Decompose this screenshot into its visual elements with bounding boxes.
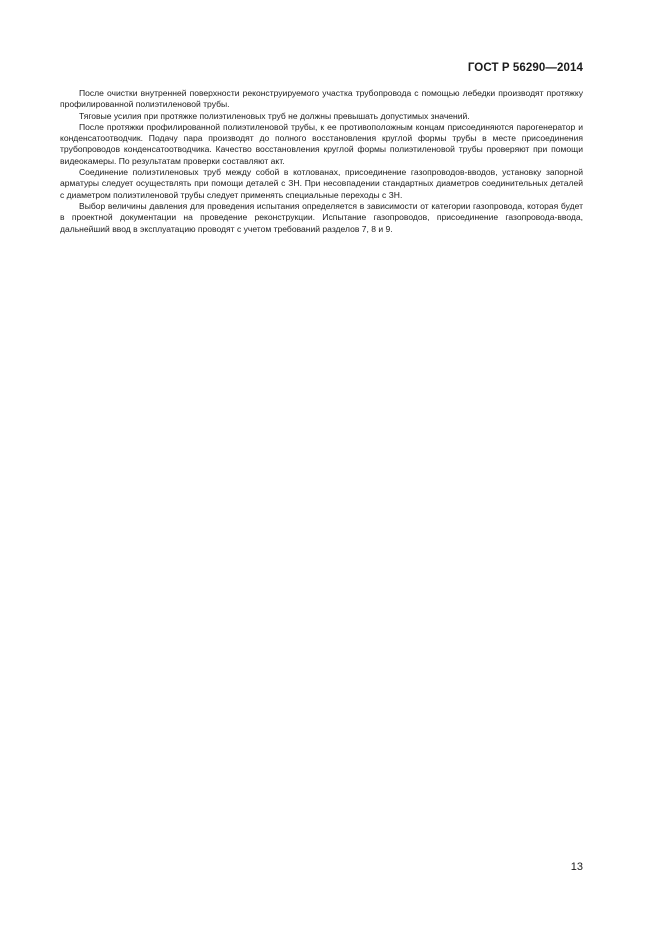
paragraph-pipe-pulling: После очистки внутренней поверхности реконструируемого участка трубопровода с помощью лебедки производят протяжку профилированной полиэтиленовой трубы. [60, 88, 583, 110]
document-body [60, 88, 583, 235]
paragraph-pipe-connection: Соединение полиэтиленовых труб между собой в котлованах, присоединение газопроводов-вводов, установку запорной арматуры следует осуществлять при помощи деталей с ЗН. При несовпадении стандартных диаметров соединительных деталей с диаметром полиэтиленовой трубы следует применять специальные переходы с ЗН. [60, 167, 583, 200]
paragraph-traction-forces: Тяговые усилия при протяжке полиэтиленовых труб не должны превышать допустимых значений. [79, 110, 470, 121]
paragraph-pressure-testing: Выбор величины давления для проведения испытания определяется в зависимости от категории газопровода, которая будет в проектной документации на проведение реконструкции. Испытание газопроводов, присоединение газопровода-ввода, дальнейший ввод в эксплуатацию проводят с учетом требований разделов 7, 8 и 9. [60, 200, 583, 234]
page-number: 13 [570, 861, 583, 873]
document-header: ГОСТ Р 56290—2014 [467, 62, 583, 74]
paragraph-shape-restoration: После протяжки профилированной полиэтиленовой трубы, к ее противоположным концам присоединяются парогенератор и конденсатоотводчик. Подачу пара производят до полного восстановления круглой формы трубы в месте присоединения трубопроводов конденсатоотводчика. Качество восстановления круглой формы полиэтиленовой трубы проверяют при помощи видеокамеры. По результатам проверки составляют акт. [60, 121, 583, 166]
